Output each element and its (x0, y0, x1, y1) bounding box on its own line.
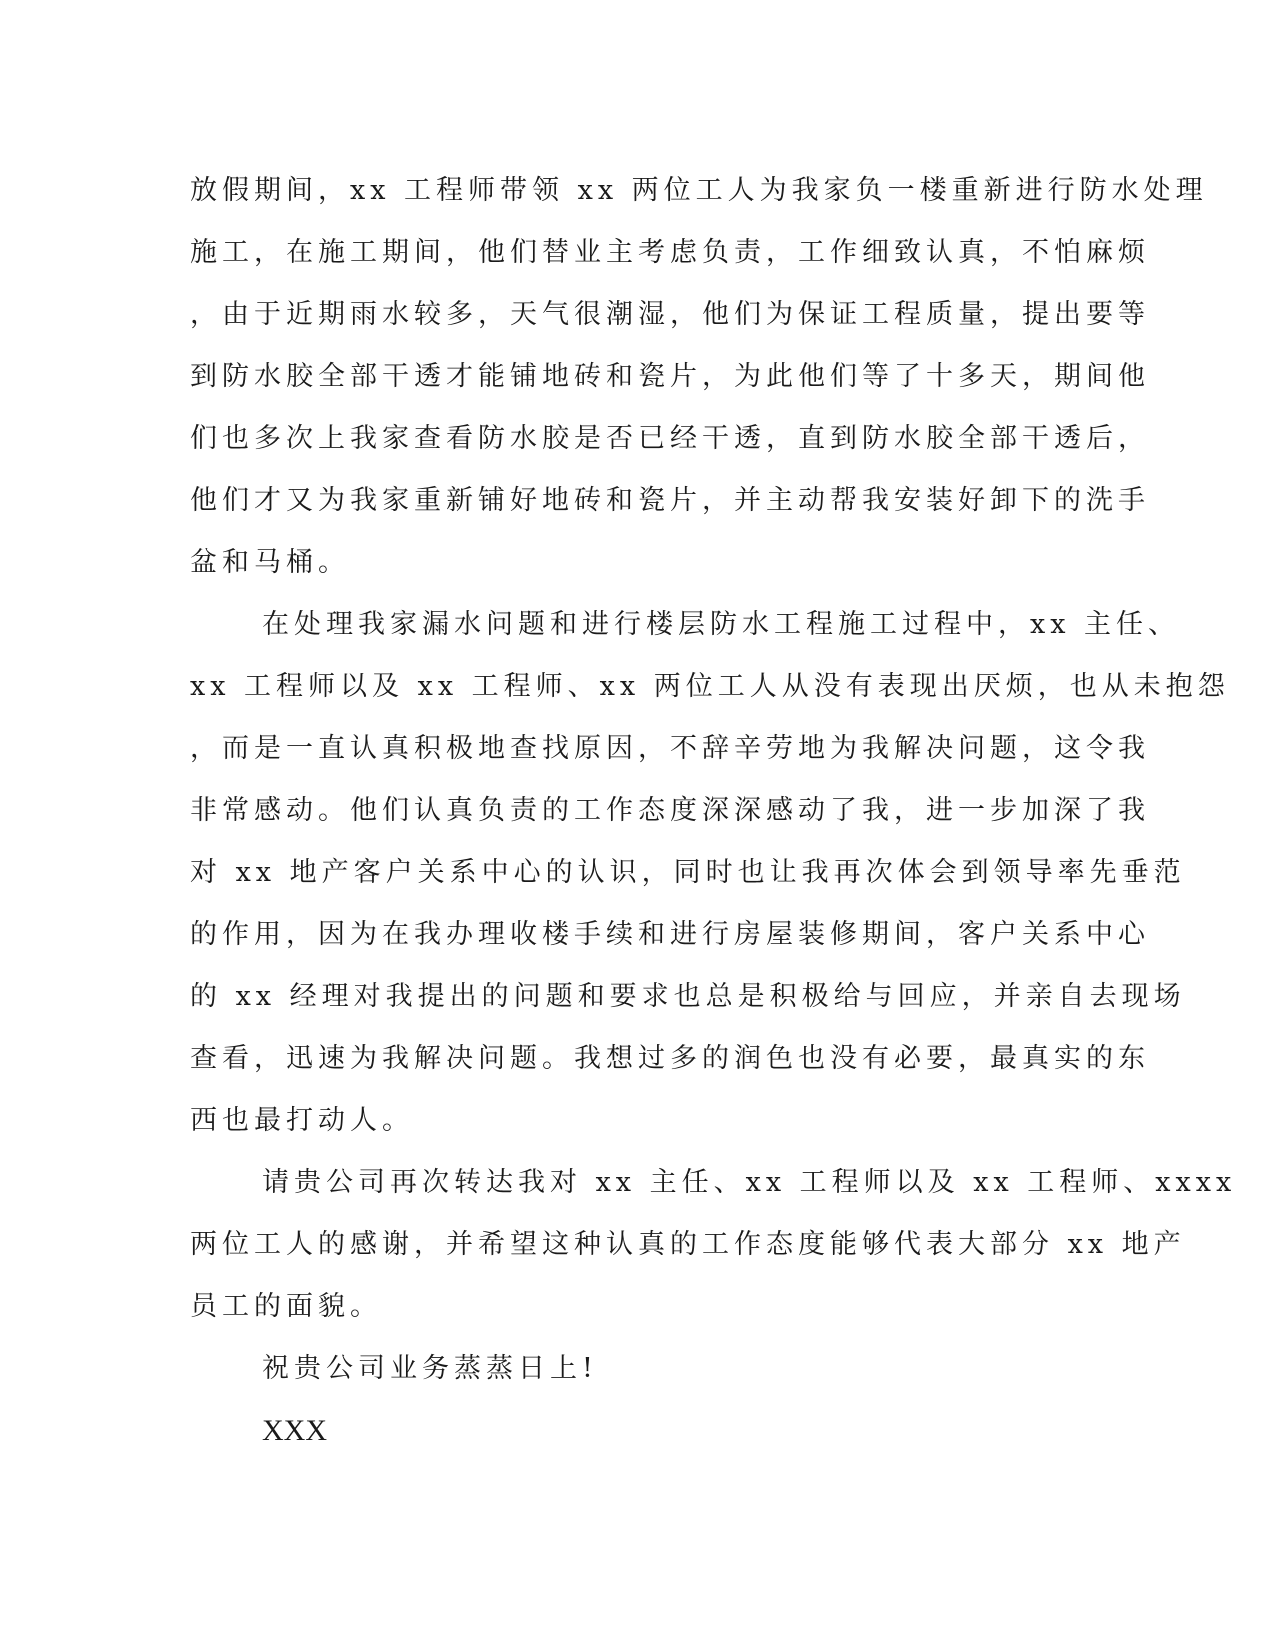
paragraph-1 (190, 160, 1208, 594)
closing-line: 祝贵公司业务蒸蒸日上! (262, 1353, 598, 1384)
text-line: ，而是一直认真积极地查找原因，不辞辛劳地为我解决问题，这令我 (190, 733, 1150, 764)
letter-body (190, 160, 1237, 1462)
text-line: 对 xx 地产客户关系中心的认识，同时也让我再次体会到领导率先垂范 (190, 857, 1186, 888)
text-line: 员工的面貌。 (190, 1291, 382, 1322)
text-line: xx 工程师以及 xx 工程师、xx 两位工人从没有表现出厌烦，也从未抱怨 (190, 671, 1230, 702)
text-line: 在处理我家漏水问题和进行楼层防水工程施工过程中，xx 主任、 (262, 609, 1181, 640)
paragraph-2 (190, 594, 1230, 1152)
text-line: 查看，迅速为我解决问题。我想过多的润色也没有必要，最真实的东 (190, 1043, 1150, 1074)
signature: XXX (262, 1414, 327, 1447)
text-line: 放假期间，xx 工程师带领 xx 两位工人为我家负一楼重新进行防水处理 (190, 175, 1208, 206)
text-line: 请贵公司再次转达我对 xx 主任、xx 工程师以及 xx 工程师、xxxx (262, 1167, 1237, 1198)
text-line: 两位工人的感谢，并希望这种认真的工作态度能够代表大部分 xx 地产 (190, 1229, 1186, 1260)
text-line: 的 xx 经理对我提出的问题和要求也总是积极给与回应，并亲自去现场 (190, 981, 1186, 1012)
paragraph-3 (190, 1152, 1237, 1338)
text-line: 盆和马桶。 (190, 547, 350, 578)
text-line: 非常感动。他们认真负责的工作态度深深感动了我，进一步加深了我 (190, 795, 1150, 826)
text-line: ，由于近期雨水较多，天气很潮湿，他们为保证工程质量，提出要等 (190, 299, 1150, 330)
closing-paragraph (190, 1338, 1100, 1400)
text-line: 西也最打动人。 (190, 1105, 414, 1136)
text-line: 他们才又为我家重新铺好地砖和瓷片，并主动帮我安装好卸下的洗手 (190, 485, 1150, 516)
text-line: 施工，在施工期间，他们替业主考虑负责，工作细致认真，不怕麻烦 (190, 237, 1150, 268)
text-line: 到防水胶全部干透才能铺地砖和瓷片，为此他们等了十多天，期间他 (190, 361, 1150, 392)
text-line: 的作用，因为在我办理收楼手续和进行房屋装修期间，客户关系中心 (190, 919, 1150, 950)
text-line: 们也多次上我家查看防水胶是否已经干透，直到防水胶全部干透后， (190, 423, 1150, 454)
